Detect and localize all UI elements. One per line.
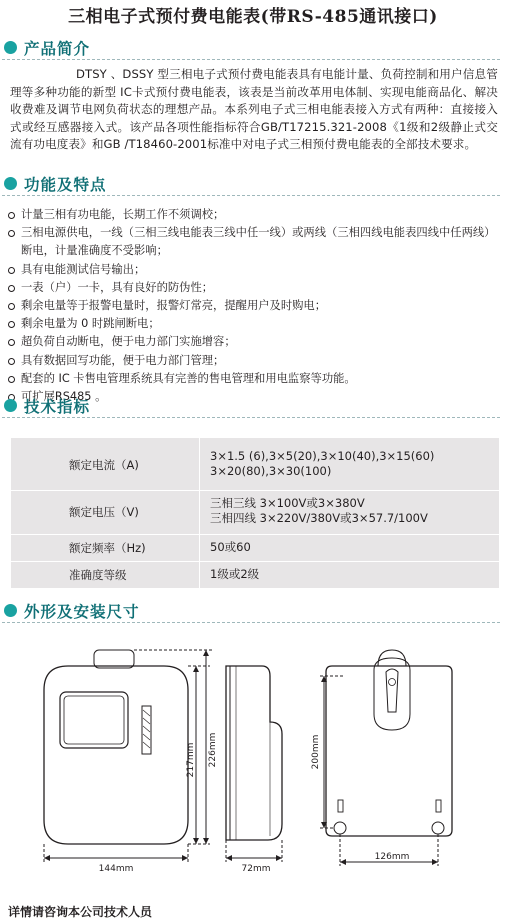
spec-label: 额定电压（V) [69, 505, 139, 519]
feature-item [8, 352, 502, 370]
section-bullet-icon [4, 604, 17, 617]
section-bullet-icon [4, 399, 17, 412]
feature-item [8, 224, 502, 260]
circle-bullet-icon [8, 285, 15, 292]
spec-value-line: 3×1.5 (6),3×5(20),3×10(40),3×15(60) [210, 449, 435, 463]
spec-value-line: 3×20(80),3×30(100) [210, 464, 332, 478]
dashed-divider [2, 59, 500, 60]
feature-item [8, 261, 502, 279]
spec-label: 额定频率（Hz) [69, 541, 146, 555]
side-depth-label: 72mm [241, 864, 271, 874]
back-height-label: 200mm [311, 734, 321, 770]
spec-table [11, 438, 499, 588]
circle-bullet-icon [8, 321, 15, 328]
dashed-divider [2, 195, 500, 196]
spec-value-line: 三相四线 3×220V/380V或3×57.7/100V [210, 511, 428, 525]
spec-label: 准确度等级 [69, 568, 127, 582]
section-heading-label: 外形及安装尺寸 [24, 603, 140, 621]
feature-text: 超负荷自动断电，便于电力部门实施增容； [21, 335, 236, 349]
feature-text: 剩余电量等于报警电量时，报警灯常亮，提醒用户及时购电； [21, 299, 327, 313]
spec-row-frequency [11, 534, 499, 561]
feature-item [8, 333, 502, 351]
footer-note: 详情请咨询本公司技术人员 [8, 905, 153, 919]
spec-value-line: 三相三线 3×100V或3×380V [210, 496, 365, 510]
circle-bullet-icon [8, 358, 15, 365]
spec-row-voltage [11, 490, 499, 534]
feature-item [8, 315, 502, 333]
feature-text: 可扩展RS485 。 [21, 390, 107, 404]
feature-text: 配套的 IC 卡售电管理系统具有完善的售电管理和用电监察等功能。 [21, 371, 356, 385]
circle-bullet-icon [8, 267, 15, 274]
feature-item [8, 297, 502, 315]
feature-text: 三相电源供电，一线（三相三线电能表三线中任一线）或两线（三相四线电能表四线中任两线）断电，计量准确度不受影响； [21, 226, 496, 258]
page-title: 三相电子式预付费电能表(带RS-485通讯接口) [68, 7, 438, 27]
front-height-outer-label: 226mm [208, 732, 218, 768]
section-bullet-icon [4, 41, 17, 54]
spec-row-current [11, 438, 499, 490]
spec-value: 50或60 [210, 540, 251, 554]
spec-value [210, 449, 434, 479]
spec-row-accuracy [11, 561, 499, 588]
circle-bullet-icon [8, 339, 15, 346]
feature-text: 具有电能测试信号输出； [21, 262, 146, 276]
circle-bullet-icon [8, 303, 15, 310]
feature-text: 一表（户）一卡，具有良好的防伪性； [21, 280, 214, 294]
section-heading-intro [2, 36, 500, 60]
feature-list [8, 206, 502, 406]
dashed-divider [2, 417, 500, 418]
spec-value: 1级或2级 [210, 567, 260, 581]
section-heading-label: 产品简介 [24, 40, 91, 58]
intro-body [10, 66, 498, 154]
front-height-inner-label: 217mm [186, 742, 196, 778]
spec-value [210, 496, 428, 526]
dimension-drawings [0, 630, 506, 890]
dashed-divider [2, 622, 500, 623]
section-heading-features [2, 172, 500, 196]
circle-bullet-icon [8, 212, 15, 219]
feature-text: 具有数据回写功能，便于电力部门管理； [21, 353, 225, 367]
front-width-label: 144mm [98, 864, 134, 874]
section-heading-label: 技术指标 [24, 398, 91, 416]
spec-label: 额定电流（A) [69, 458, 139, 472]
section-bullet-icon [4, 177, 17, 190]
feature-text: 计量三相有功电能，长期工作不须调校； [21, 208, 225, 221]
feature-item [8, 206, 502, 224]
circle-bullet-icon [8, 376, 15, 383]
back-view-drawing [320, 650, 452, 866]
intro-paragraph: DTSY 、DSSY 型三相电子式预付费电能表具有电能计量、负荷控制和用户信息管理等多种功能的新型 IC卡式预付费电能表，该表是当前改革用电体制、实现电能商品化、解决收费难及调节电网负荷状态的理想产品。本系列电子式三相电能表接入方式有两种：直接接入式或经互感器接入式。该产品各项性能指标符合GB/T17215.321-2008《1级和2级静止式交流有功电度表》和GB /T18460-2001标准中对电子式三相预付费电能表的全部技术要求。 [10, 67, 498, 151]
feature-text: 剩余电量为 0 时跳闸断电； [21, 317, 160, 331]
feature-item [8, 279, 502, 297]
section-heading-label: 功能及特点 [24, 176, 107, 194]
circle-bullet-icon [8, 230, 15, 237]
side-view-drawing [226, 666, 282, 862]
section-heading-specs [2, 394, 500, 418]
back-width-label: 126mm [374, 852, 410, 862]
section-heading-dimensions [2, 599, 500, 623]
feature-item [8, 370, 502, 388]
